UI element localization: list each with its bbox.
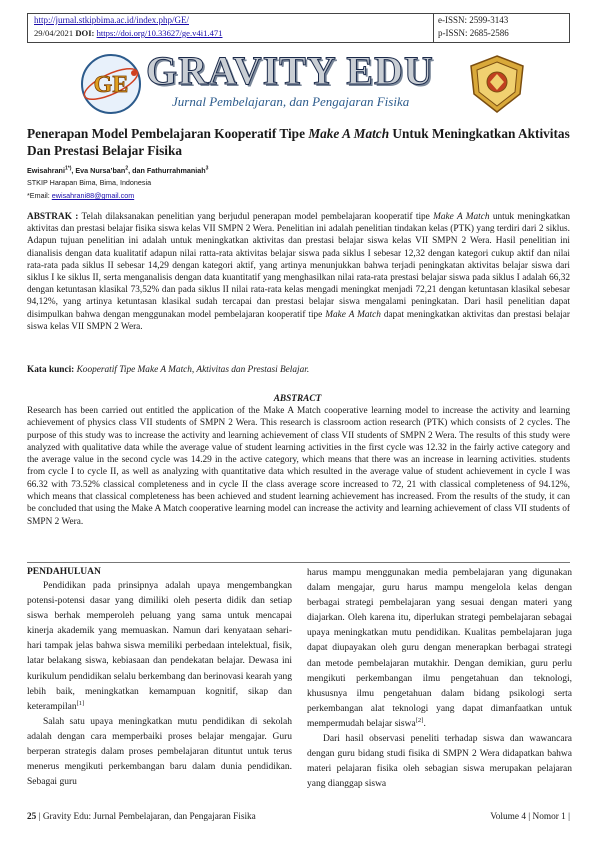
doi-label: DOI:: [75, 28, 95, 38]
citation-ref: [2]: [415, 716, 424, 724]
section-heading: PENDAHULUAN: [27, 567, 101, 577]
email-label: *Email:: [27, 191, 50, 200]
journal-header-box: [27, 13, 570, 43]
institution-seal-icon: [468, 54, 526, 114]
body-column-left: [27, 566, 292, 790]
journal-masthead: GRAVITY EDU: [146, 48, 434, 93]
footer-journal-line: 25 | Gravity Edu: Jurnal Pembelajaran, dan Pengajaran Fisika: [27, 812, 256, 822]
citation-ref: [1]: [76, 699, 85, 707]
author-list: Ewisahrani$^{1*)}$, Eva Nursa’ban$^2$, dan Fathurrahmaniah$^3$: [27, 165, 209, 175]
journal-banner: [80, 50, 530, 118]
author-affiliation: STKIP Harapan Bima, Bima, Indonesia: [27, 178, 152, 187]
article-title: Penerapan Model Pembelajaran Kooperatif Tipe Make A Match Untuk Meningkatkan Aktivitas Dan Prestasi Belajar Fisika: [27, 126, 570, 158]
page-number: 25: [27, 812, 37, 822]
abstrak-label: ABSTRAK :: [27, 212, 79, 222]
body-paragraph: Salah satu upaya meningkatkan mutu pendidikan di sekolah adalah dengan cara memperbaiki proses belajar mengajar. Guru berperan strategis dalam proses pembelajaran dituntut untuk terus menerus mengikuti perkembangan baru dalam dunia pendidikan. Sebagai guru: [27, 716, 292, 788]
footer-volume-line: Volume 4 | Nomor 1 |: [490, 812, 570, 822]
abstract-heading: ABSTRACT: [273, 394, 322, 404]
logo-letters: GE: [93, 72, 129, 98]
abstract-indonesian: [27, 211, 570, 333]
abstrak-text: Telah dilaksanakan penelitian yang berjudul penerapan model pembelajaran kooperatif tipe Make A Match untuk meningkatkan aktivitas dan prestasi belajar fisika siswa kelas VII SMPN 2 Wera. Penelitian ini adalah penelitian tindakan kelas (PTK) yang terdiri dari 2 siklus. Adapun tujuan penelitian ini adalah untuk meningkatkan aktivitas dan prestasi belajar siswa kelas VII SMPN 2 Wera. Hasil penelitian ini dianalisis dengan data kualitatif adapun nilai ratta-rata aktivitas belajar siswa pada siklus I sebesar 12,32 dengan kategori cukup aktif dan nilai rata-rata pada siklus II sebesar 14,29 dengan kategori aktif, yang artinya menunjukkan bahwa terjadi peningkatan aktivitas belajar siswa dari siklus I ke siklus II, serta menganalisis dengan data kuantitatif yang menghasilkan nilai rata-rata prestasi belajar siswa pada siklus I adalah 66,32 dengan ketuntasan klasikal 73,52% dan pada siklus II nilai rata-rata kelas mengadi meningkat menjadi 72,21 dengan ketuntasan klasikal sebesar 94,12%, yang artinya ketuntasan klasikal sudah tercapai dan prestasi belajar siswa mengalami peningkatan. Dari hasil penelitian dapat disimpulkan bahwa dengan menggunakan model pembelajaran kooperatif tipe Make A Match dapat meningkatkan aktivitas dan prestasi belajar siswa kelas VII SMPN 2 Wera.: [27, 212, 571, 332]
footer-number: Nomor 1: [532, 812, 566, 822]
footer-journal-name: Gravity Edu: Jurnal Pembelajaran, dan Pengajaran Fisika: [42, 812, 256, 822]
eissn: e-ISSN: 2599-3143: [438, 15, 509, 25]
header-divider: [433, 14, 434, 42]
doi-link[interactable]: https://doi.org/10.33627/ge.v4i1.471: [96, 28, 223, 38]
keywords-label: Kata kunci:: [27, 365, 75, 375]
publication-date-line: [34, 28, 222, 38]
journal-subtitle: Jurnal Pembelajaran, dan Pengajaran Fisika: [172, 94, 410, 109]
gravity-edu-logo-icon: [80, 53, 142, 115]
body-paragraph: Pendidikan pada prinsipnya adalah upaya mengembangkan potensi-potensi dasar yang dimiliki oleh peserta didik dan setiap siswa berhak memperoleh peluang yang sama untuk mencapai kinerja akademik yang memuaskan. Namun dari kenyataan sehari-hari tampak jelas bahwa siswa memiliki perbedaan intelektual, fisik, latar belakang siswa, kebiasaan dan pendekatan belajar. Dewasa ini kurikulum pendidikan selalu berkembang dan berinovasi kearah yang lebih baik, meningkatkan kemampuan kognitif, sikap dan keterampilan[1]: [27, 581, 292, 712]
journal-url-link[interactable]: http://jurnal.stkipbima.ac.id/index.php/GE/: [34, 15, 189, 25]
publication-date: 29/04/2021: [34, 28, 74, 38]
pissn: p-ISSN: 2685-2586: [438, 28, 509, 38]
body-column-right: [307, 566, 572, 792]
body-paragraph: harus mampu menggunakan media pembelajaran yang digunakan dalam mengajar, guru harus mampu mengelola kelas dengan berbagai strategi pembelajaran yang sesuai dengan materi yang diajarkan. Oleh karena itu, diperlukan strategi pembelajaran sebagai upaya meningkatkan mutu pendidikan. Kualitas pembelajaran juga dapat diupayakan oleh guru dengan menerapkan berbagai strategi dan metode pembelajaran mutakhir. Dengan demikian, guru perlu mengikuti perkembangan ilmu pengetahuan dan teknologi, khususnya ilmu pengetahuan dalam bidang psikologi serta perkembangan alat teknologi yang dapat dimanfaatkan untuk mempermudah belajar siswa[2].: [307, 568, 572, 729]
keywords-text: Kooperatif Tipe Make A Match, Aktivitas dan Prestasi Belajar.: [76, 365, 310, 375]
section-divider: [27, 562, 570, 563]
keywords-line: [27, 365, 309, 375]
body-paragraph: Dari hasil observasi peneliti terhadap siswa dan wawancara dengan guru bidang studi fisika di SMPN 2 Wera didapatkan bahwa materi pelajaran fisika oleh sebagian siswa merupakan pelajaran yang dianggap siswa: [307, 734, 572, 790]
footer-volume: Volume 4: [490, 812, 526, 822]
abstract-english: Research has been carried out entitled the application of the Make A Match cooperative learning model to increase the activity and learning achievement of physics class VII students of SMPN 2 Wera. This research is classroom action research (PTK) which consists of 2 cycles. The purpose of this study was to increase the activity and learning achievement of class VII students of SMPN 2 Wera. The results of this study were analyzed with qualitative data while the average value of student learning activities in the first cycle was 12.32 in the fairly active category and the average value in the second cycle was 14.29 in the active category, which means that there was an increase in learning activities. students from cycle I to cycle II, as well as analyzing with quantitative data which resulted in the average value of student achievement in cycle I was 66.32 with 73.52% classical completeness and in cycle II the class average score increased to 72, 21 with classical completeness of 94.12%, which means that classical completeness has been achieved and student learning achievement has increased. From the results of the study, it can be concluded that using the Make A Match cooperative learning model can increase the activity and learning achievement of class VII students of SMPN 2 Wera.: [27, 406, 570, 527]
contact-email-link[interactable]: ewisahrani88@gmail.com: [51, 191, 135, 200]
contact-email-line: [27, 191, 134, 200]
